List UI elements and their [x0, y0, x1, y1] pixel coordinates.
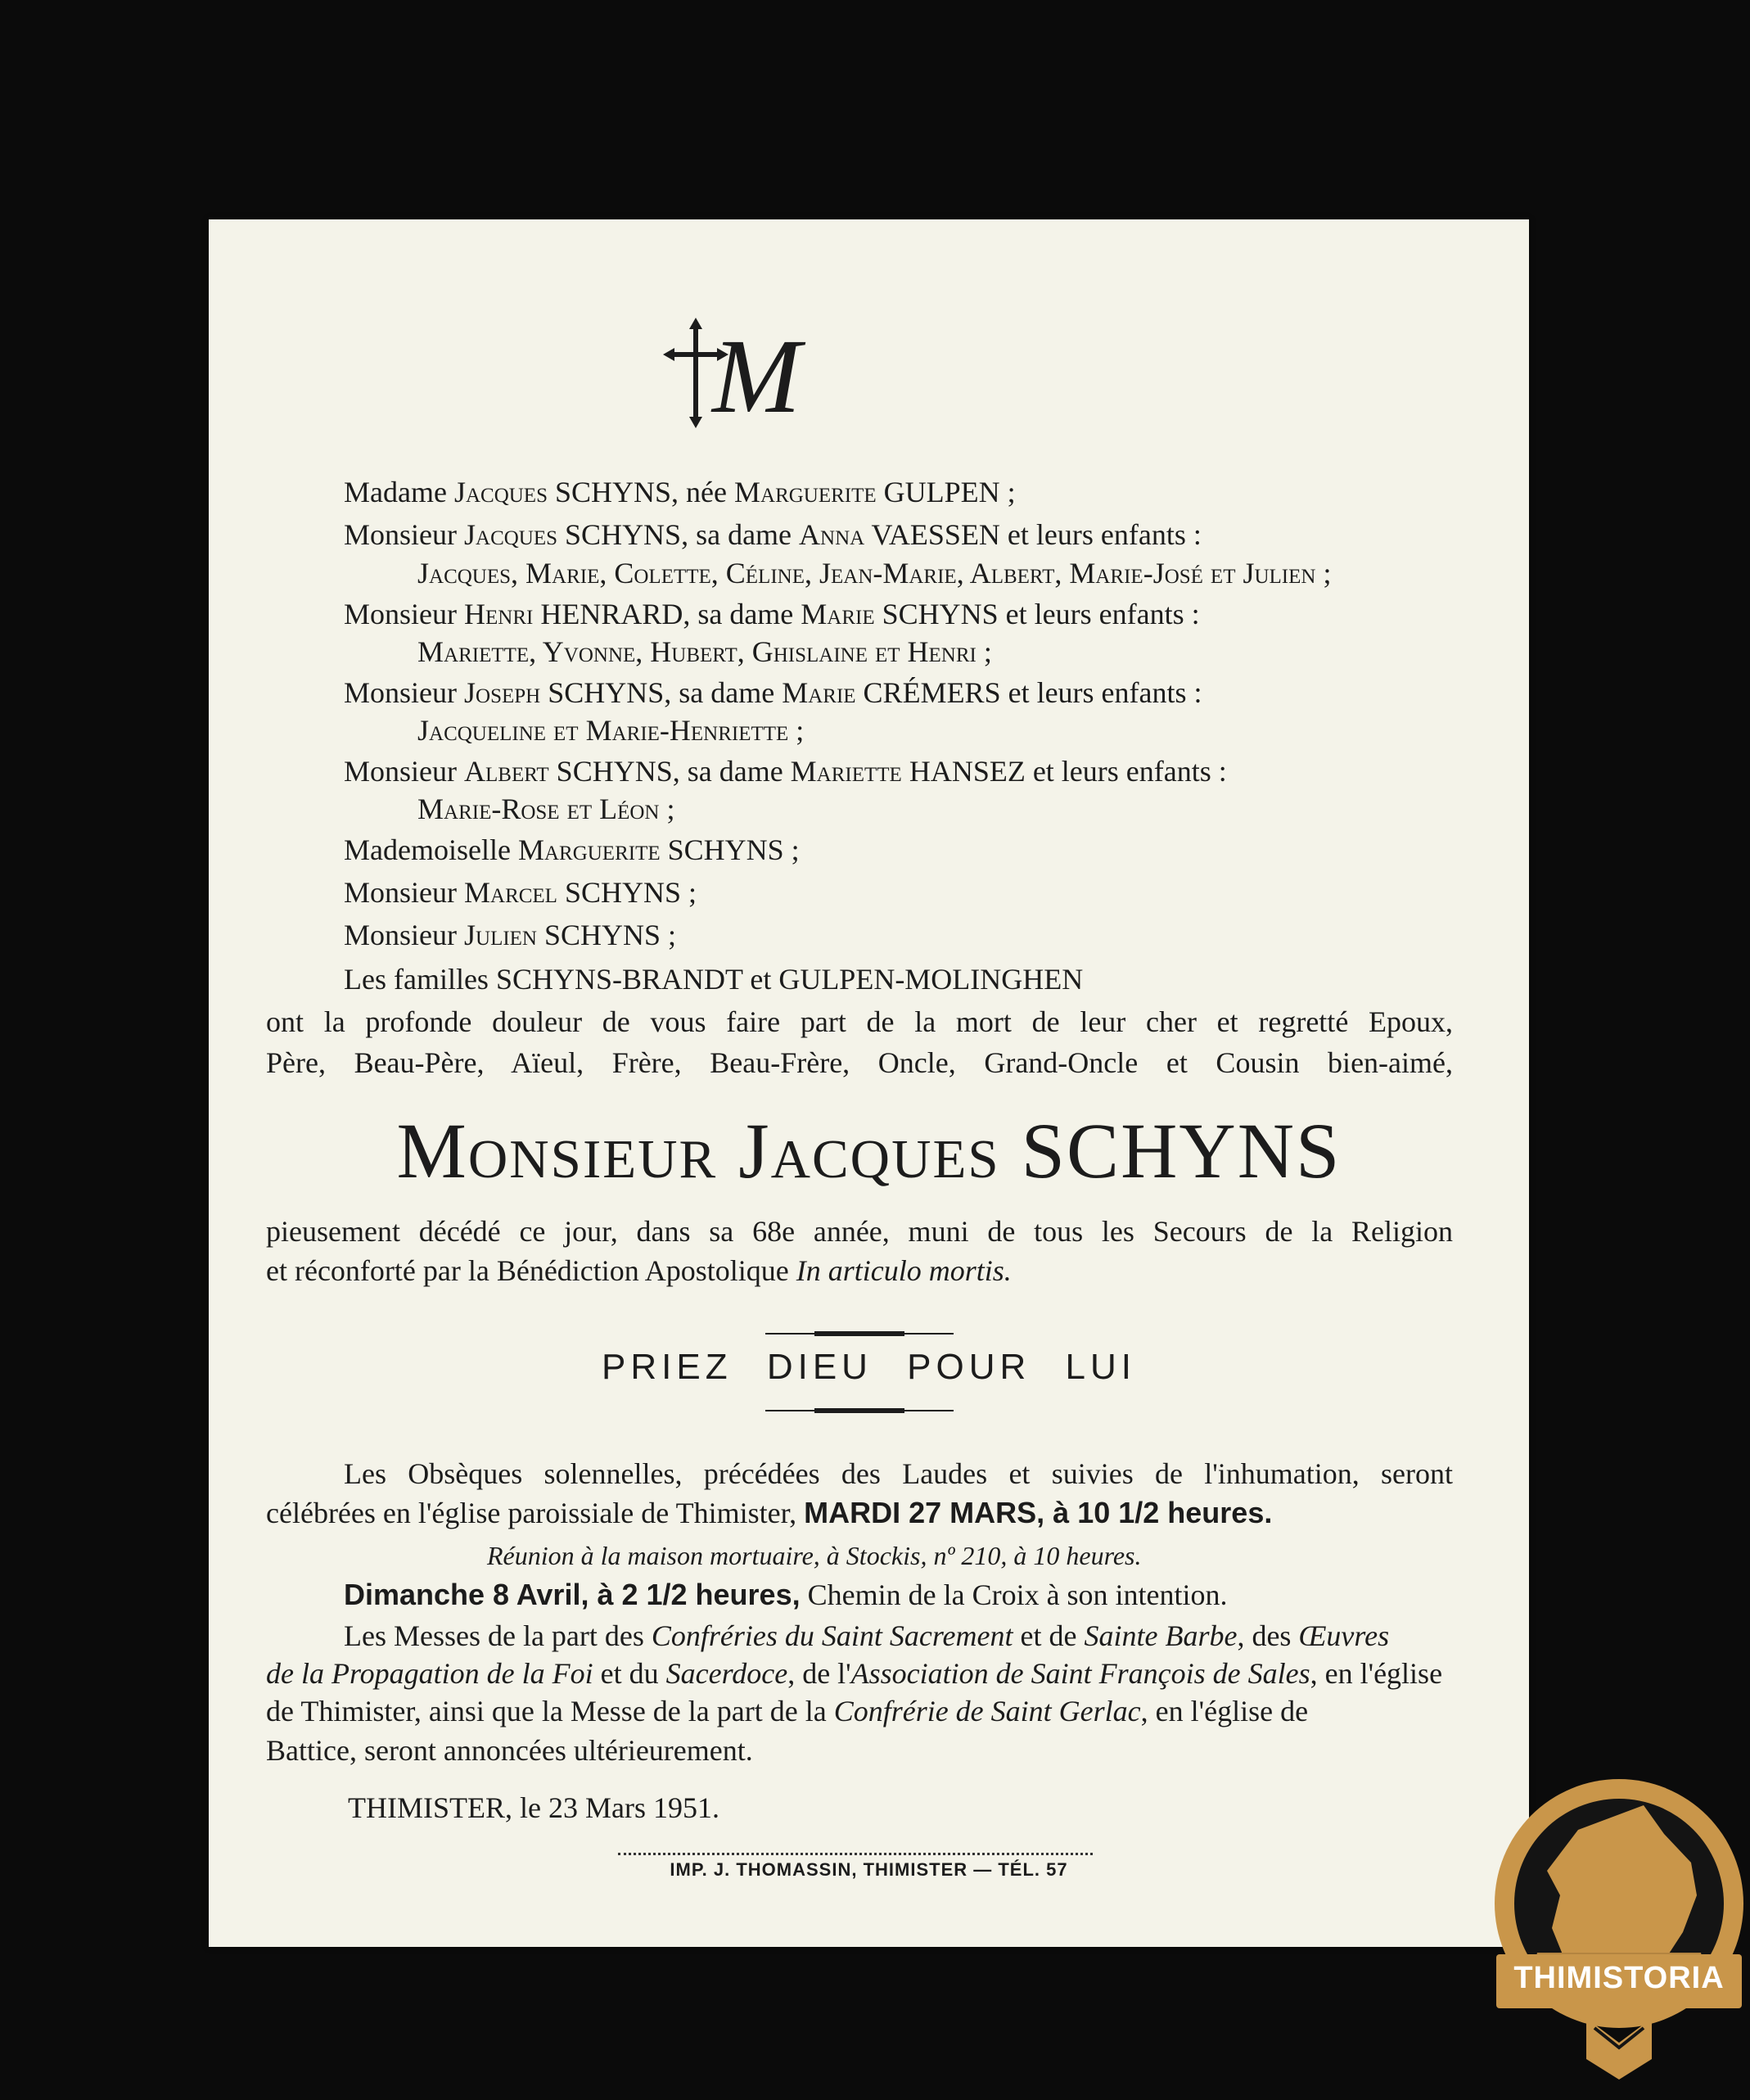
death-line-1: pieusement décédé ce jour, dans sa 68e année, muni de tous les Secours de la Religion: [266, 1215, 1453, 1248]
family-line-3: Monsieur Henri HENRARD, sa dame Marie SCHYNS et leurs enfants :: [344, 598, 1200, 630]
children-line-1: Jacques, Marie, Colette, Céline, Jean-Marie, Albert, Marie-José et Julien ;: [417, 557, 1332, 589]
reunion-line: Réunion à la maison mortuaire, à Stockis, nº 210, à 10 heures.: [487, 1541, 1142, 1570]
family-line-4: Monsieur Joseph SCHYNS, sa dame Marie CRÉMERS et leurs enfants :: [344, 676, 1202, 709]
children-line-3: Jacqueline et Marie-Henriette ;: [417, 714, 805, 747]
funeral-line-2: célébrées en l'église paroissiale de Thimister, MARDI 27 MARS, à 10 1/2 heures.: [266, 1496, 1273, 1529]
map-silhouette-icon: [1488, 1773, 1750, 2096]
masses-line-3: de Thimister, ainsi que la Messe de la part de la Confrérie de Saint Gerlac, en l'église de: [266, 1695, 1309, 1727]
death-line-2: et réconforté par la Bénédiction Apostolique In articulo mortis.: [266, 1254, 1012, 1287]
family-line-1: Madame Jacques SCHYNS, née Marguerite GULPEN ;: [344, 476, 1016, 508]
svg-text:M: M: [712, 318, 801, 432]
announcement-line-2: Père, Beau-Père, Aïeul, Frère, Beau-Frère, Oncle, Grand-Oncle et Cousin bien-aimé,: [266, 1046, 1453, 1079]
death-notice-card: [209, 219, 1529, 1947]
family-line-8: Monsieur Julien SCHYNS ;: [344, 919, 677, 951]
printer-credit: IMP. J. THOMASSIN, THIMISTER — TÉL. 57: [670, 1859, 1068, 1880]
family-line-7: Monsieur Marcel SCHYNS ;: [344, 876, 697, 909]
masses-line-1: Les Messes de la part des Confréries du Saint Sacrement et de Sainte Barbe, des Œuvres: [344, 1619, 1390, 1652]
family-line-9: Les familles SCHYNS-BRANDT et GULPEN-MOLINGHEN: [344, 963, 1084, 996]
dimanche-line: Dimanche 8 Avril, à 2 1/2 heures, Chemin de la Croix à son intention.: [344, 1578, 1228, 1611]
place-and-date: THIMISTER, le 23 Mars 1951.: [348, 1791, 719, 1824]
cross-monogram-ornament: [663, 318, 909, 432]
masses-line-4: Battice, seront annoncées ultérieurement.: [266, 1734, 753, 1767]
family-line-2: Monsieur Jacques SCHYNS, sa dame Anna VAESSEN et leurs enfants :: [344, 518, 1202, 551]
prayer-heading: PRIEZ DIEU POUR LUI: [602, 1347, 1136, 1387]
children-line-4: Marie-Rose et Léon ;: [417, 793, 675, 825]
printer-separator: [618, 1853, 1093, 1855]
funeral-line-1: Les Obsèques solennelles, précédées des Laudes et suivies de l'inhumation, seront: [344, 1457, 1453, 1490]
children-line-2: Mariette, Yvonne, Hubert, Ghislaine et Henri ;: [417, 635, 992, 668]
announcement-line-1: ont la profonde douleur de vous faire part de la mort de leur cher et regretté Epoux,: [266, 1005, 1453, 1038]
deceased-name-title: Monsieur Jacques SCHYNS: [396, 1107, 1342, 1195]
family-line-5: Monsieur Albert SCHYNS, sa dame Mariette HANSEZ et leurs enfants :: [344, 755, 1227, 788]
logo-label: THIMISTORIA: [1513, 1961, 1725, 1995]
masses-line-2: de la Propagation de la Foi et du Sacerdoce, de l'Association de Saint François de Sales, en l'église: [266, 1657, 1443, 1690]
thimistoria-logo[interactable]: [1488, 1773, 1750, 2096]
family-line-6: Mademoiselle Marguerite SCHYNS ;: [344, 833, 800, 866]
